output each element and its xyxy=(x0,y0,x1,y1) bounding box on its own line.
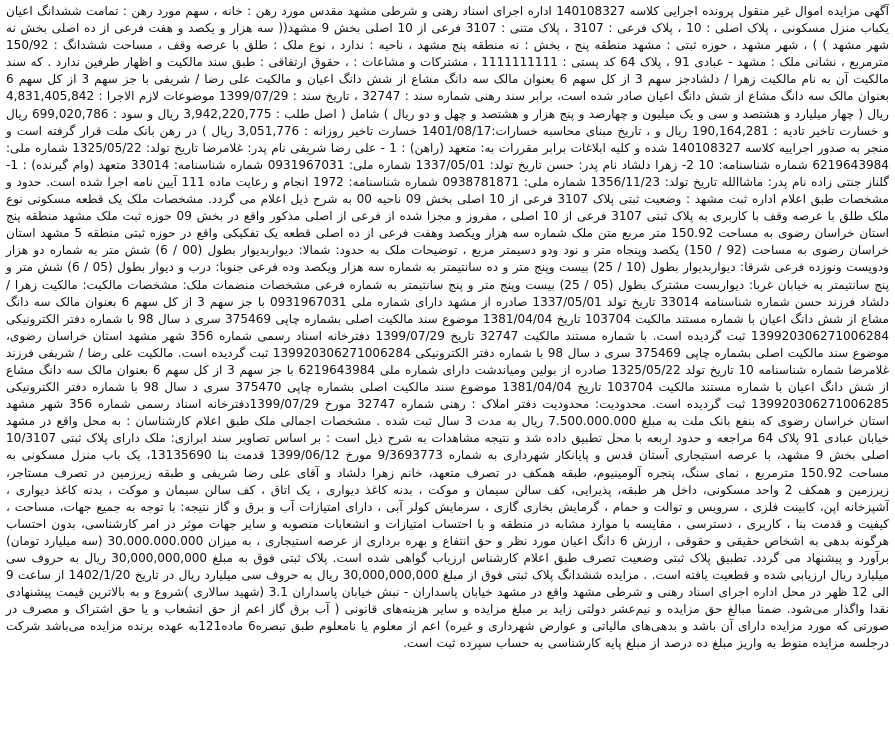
auction-notice-body: آگهی مزایده اموال غیر منقول پرونده اجرایی کلاسه 140108327 اداره اجرای اسناد رهنی و شرطی مشهد مقدس مورد رهن : خانه ، سهم مورد رهن : تمامت ششدانگ اعیان یکباب منزل مسکونی ، پلاک اصلی : 10 ، پلاک فرعی : 3107 ، پلاک متنی : 3107 فرعی از 10 اصلی بخش 9 مشهد(( سه هزار و یکصد و هفت فرعی از ده اصلی بخش نه شهر مشهد ) ) ، شهر مشهد ، حوزه ثبتی : مشهد منطقه پنج ، بخش : نه منطقه پنج مشهد ، ناحیه : ندارد ، نوع ملک : طلق با عرصه وقف ، مساحت ششدانگ : 150/92 مترمربع ، نشانی ملک : مشهد - عبادی 91 ، پلاک 64 کد پستی : 1111111111 ، مشترکات و مشاعات : ، حقوق ارتفاقی : طبق سند مالکیت و اظهار طرفین ندارد . که سند مالکیت آن به نام مالکیت زهرا / دلشادجز سهم 3 از کل سهم 6 بعنوان مالک سه دانگ مشاع از شش دانگ اعیان و مالکیت علی رضا / شریفی با جز سهم 3 از کل سهم 6 بعنوان مالک سه دانگ مشاع از شش دانگ اعیان صادر شده است، برابر سند رهنی شماره سند : 32747 ، تاریخ سند : 1399/07/29 موضوعات لازم الاجرا : 4,831,405,842 ریال ( چهار میلیارد و هشتصد و سی و یک میلیون و چهارصد و پنج هزار و هشتصد و چهل و دو ریال ) شامل ( اصل طلب : 3,942,220,775 ریال و سود : 699,020,786 ریال و خسارت تاخیر تادیه : 190,164,281 ریال و ، تاریخ مبنای محاسبه خسارات:1401/08/17 خسارت تاخیر روزانه : 3,051,776 ریال ) در رهن بانک ملت قرار گرفته است و منجر به صدور اجراییه کلاسه 140108327 شده و کلیه ابلاغات برابر مقررات به: متعهد (راهن) : 1 - علی رضا شریفی نام پدر: غلامرضا تاریخ تولد: 1325/05/22 شماره ملی: 6219643984 شماره شناسنامه: 10 2- زهرا دلشاد نام پدر: حسن تاریخ تولد: 1337/05/01 شماره ملی: 0931967031 شماره شناسنامه: 33014 متعهد (وام گیرنده) : 1- گلناز جنتی زاده نام پدر: ماشاالله تاریخ تولد: 1356/11/23 شماره ملی: 0938781871 شماره شناسنامه: 1972 انجام و رعایت ماده 111 آیین نامه اجرا شده است. حدود و مشخصات طبق اعلام اداره ثبت مشهد : وضعیت ثبتی پلاک 3107 فرعی از 10 اصلی بخش 09 ناحیه 00 به شرح ذیل اعلام می گردد. مشخصات ملک یک قطعه مسکونی نوع ملک طلق با عرصه وقف با کاربری به پلاک ثبتی 3107 فرعی از 10 اصلی ، مفروز و مجزا شده از فرعی از اصلی مذکور واقع در بخش 09 حوزه ثبت ملک مشهد منطقه پنج استان خراسان رضوی به مساحت 150.92 متر مربع متن ملک شماره سه هزار ویکصد وهفت فرعی از ده اصلی قطعه یک تفکیکی واقع در حوزه ثبتی منطقه 5 مشهد استان خراسان رضوی به مساحت (92 / 150) یکصد وپنجاه متر و نود ودو دسیمتر مربع ، توضیحات ملک به حدود: شمالا: دیواربدیوار بطول (00 / 6) شش متر به شماره دو هزار ودویست ونوزده فرعی شرقا: دیواربدیوار بطول (10 / 25) بیست وپنج متر و ده سانتیمتر به شماره سه هزار ویکصد وده فرعی جنوبا: درب و دیوار بطول (05 / 6) شش متر و پنج سانتیمتر به خیابان غربا: دیواربست مشترک بطول (05 / 25) بیست وپنج متر و پنج سانتیمتر به شماره فرعی مشخصات منضمات ملک: مشخصات مالکیت: مالکیت زهرا / دلشاد فرزند حسن شماره شناسنامه 33014 تاریخ تولد 1337/05/01 صادره از مشهد دارای شماره ملی 0931967031 با جز سهم 3 از کل سهم 6 بعنوان مالک سه دانگ مشاع از شش دانگ اعیان با شماره مستند مالکیت 103704 تاریخ 1381/04/04 موضوع سند مالکیت اصلی بشماره چاپی 375469 سری د سال 98 با شماره دفتر الکترونیکی 139920306271006284 ثبت گردیده است. با شماره مستند مالکیت 32747 تاریخ 1399/07/29 دفترخانه اسناد رسمی شماره 356 شهر مشهد استان خراسان رضوی، موضوع سند مالکیت اصلی بشماره چاپی 375469 سری د سال 98 با شماره دفتر الکترونیکی 139920306271006284 ثبت گردیده است. مالکیت علی رضا / شریفی فرزند غلامرضا شماره شناسنامه 10 تاریخ تولد 1325/05/22 صادره از بولین ومیاندشت دارای شماره ملی 6219643984 با جز سهم 3 از کل سهم 6 بعنوان مالک سه دانگ مشاع از شش دانگ اعیان با شماره مستند مالکیت 103704 تاریخ 1381/04/04 موضوع سند مالکیت اصلی بشماره چاپی 375470 سری د سال 98 با شماره دفتر الکترونیکی 139920306271006285 ثبت گردیده است. محدودیت: محدودیت دفتر املاک : رهنی شماره 32747 مورخ 1399/07/29دفترخانه اسناد رسمی شماره 356 شهر مشهد استان خراسان رضوی که بنفع بانک ملت به مبلغ 7.500.000.000 ریال به مدت 3 سال ثبت شده . مشخصات اجمالی ملک طبق اعلام کارشناسان : به محل واقع در مشهد خیابان عبادی 91 پلاک 64 مراجعه و حدود اربعه با محل تطبیق داده شد و نتیجه مشاهدات به شرح ذیل است : بر اساس تصاویر سند ابرازی: ملک دارای پلاک ثبتی 10/3107 اصلی بخش 9 مشهد، با عرصه استیجاری آستان قدس و پایانکار شهرداری به شماره 9/3693773 مورخ 1399/06/12 قدمت بنا 13135690، یک باب منزل مسکونی به مساحت 150.92 مترمربع ، نمای سنگ، پنجره آلومینیوم، طبقه همکف در تصرف متعهد، خانم زهرا دلشاد و آقای علی رضا شریفی و طبقه زیرزمین در تصرف مستاجر، زیرزمین و همکف 2 واحد مسکونی، داخل هر طبقه، پذیرایی، کف سالن سیمان و موکت ، بدنه کاغذ دیواری ، یک اتاق ، کف سالن سیمان و موکت ، بدنه کاغذ دیواری ، آشپزخانه اپن، کابینت فلزی ، سرویس و توالت و حمام ، گرمایش بخاری گازی ، سرمایش کولر آبی ، دارای امتیازات آب و برق و گاز نتیجه: با توجه به جمیع جهات، مساحت ، کیفیت و قدمت بنا ، کاربری ، دسترسی ، مقایسه با موارد مشابه در منطقه و با احتساب امتیازات و انشعابات منصوبه و سایر جهات موثر در امر کارشناسی، بدون احتساب هرگونه بدهی به اشخاص حقیقی و حقوقی ، ارزش 6 دانگ اعیان مورد نظر و حق انتفاع و بهره برداری از عرصه استیجاری ، به میزان 30.000.000.000 (سه میلیارد تومان) برآورد و پیشنهاد می گردد. تطبیق پلاک ثبتی وضعیت تصرف طبق اعلام کارشناس ارزیاب گواهی شده است. پلاک ثبتی فوق به مبلغ 30,000,000,000 ریال به حروف سی میلیارد ریال ارزیابی شده و قطعیت یافته است. . مزایده ششدانگ پلاک ثبتی فوق از مبلغ 30,000,000,000 ریال به حروف سی میلیارد ریال در تاریخ 1402/1/20 از ساعت 9 الی 12 ظهر در محل اداره اجرای اسناد رهنی و شرطی مشهد واقع در مشهد خیابان پاسداران - نبش خیابان پاسداران 3.1 (شهید سالاری )شروع و به بالاترین قیمت پیشنهادی نقدا واگذار می‌شود. ضمنا مبالغ حق مزایده و نیم‌عشر دولتی زاید بر مبلغ مزایده و سایر هزینه‌های قانونی ( آب برق گاز اعم از حق انشعاب و یا حق اشتراک و مصرف در صورتی که مورد مزایده دارای آن باشد و بدهی‌های مالیاتی و عوارض شهرداری و غیره) اعم از معلوم یا نامعلوم طبق تبصره6 ماده121به عهده برنده مزایده می‌باشد شرکت درجلسه مزایده منوط به واریز مبلغ ده درصد از مبلغ پایه کارشناسی به حساب سپرده ثبت است. xyxy=(6,4,890,651)
